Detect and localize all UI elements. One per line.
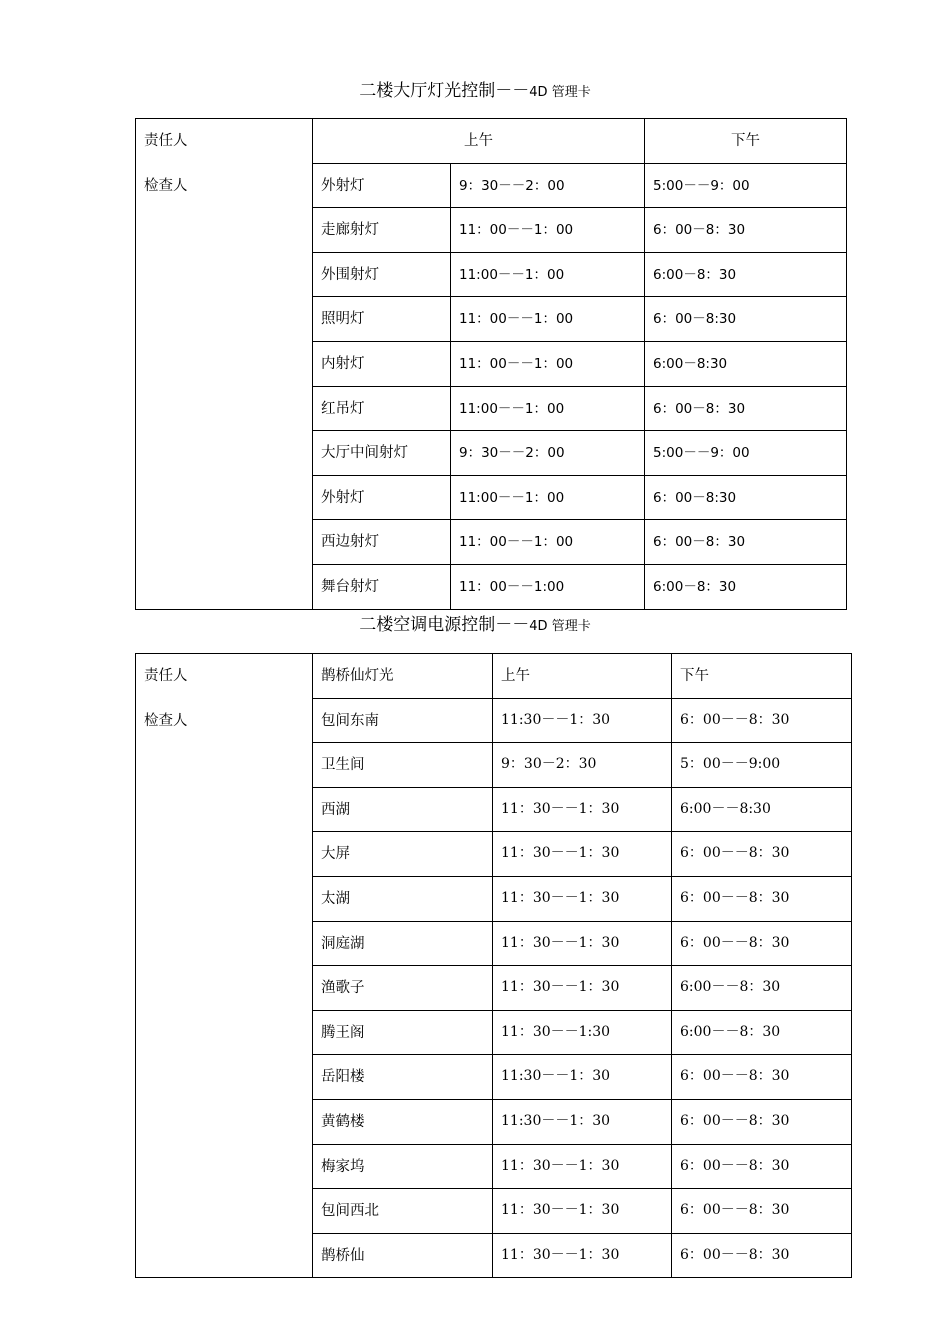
section2-title-main: 二楼空调电源控制－－ — [359, 615, 530, 635]
row-name: 岳阳楼 — [313, 1055, 493, 1100]
row-pm-time: 6：00－8：30 — [645, 520, 847, 565]
row-pm-time: 6:00－8：30 — [645, 564, 847, 609]
row-pm-time: 6：00－－8：30 — [672, 1189, 852, 1234]
ac-power-control-table — [135, 653, 852, 1278]
header-name: 鹊桥仙灯光 — [313, 654, 493, 699]
section1-title-main: 二楼大厅灯光控制－－ — [359, 81, 530, 101]
row-pm-time: 5:00－－9：00 — [645, 431, 847, 476]
row-am-time: 11：00－－1：00 — [451, 297, 645, 342]
row-pm-time: 6：00－－8：30 — [672, 1099, 852, 1144]
row-name: 腾王阁 — [313, 1010, 493, 1055]
row-name: 渔歌子 — [313, 966, 493, 1011]
lighting-control-table — [135, 118, 847, 610]
row-name: 太湖 — [313, 876, 493, 921]
row-am-time: 9：30－－2：00 — [451, 163, 645, 208]
row-am-time: 11：30－－1：30 — [493, 1233, 672, 1278]
responsible-cell — [136, 654, 313, 1278]
table-header-row — [136, 654, 852, 699]
row-am-time: 11:00－－1：00 — [451, 252, 645, 297]
row-name: 包间东南 — [313, 698, 493, 743]
responsible-label: 责任人 — [144, 668, 188, 684]
inspector-label: 检查人 — [144, 177, 188, 194]
header-am: 上午 — [493, 654, 672, 699]
row-am-time: 11：30－－1:30 — [493, 1010, 672, 1055]
row-pm-time: 6：00－－8：30 — [672, 1144, 852, 1189]
row-pm-time: 6:00－8:30 — [645, 341, 847, 386]
row-pm-time: 6：00－8:30 — [645, 475, 847, 520]
row-name: 西湖 — [313, 787, 493, 832]
row-name: 舞台射灯 — [313, 564, 451, 609]
row-name: 外射灯 — [313, 475, 451, 520]
row-pm-time: 6：00－8：30 — [645, 386, 847, 431]
responsible-label: 责任人 — [144, 133, 188, 149]
row-name: 外围射灯 — [313, 252, 451, 297]
section2-title-tail: 4D 管理卡 — [529, 619, 591, 634]
row-name: 大屏 — [313, 832, 493, 877]
row-name: 西边射灯 — [313, 520, 451, 565]
row-am-time: 11:30－－1：30 — [493, 1099, 672, 1144]
header-pm: 下午 — [672, 654, 852, 699]
row-pm-time: 6：00－－8：30 — [672, 698, 852, 743]
row-name: 红吊灯 — [313, 386, 451, 431]
row-am-time: 11:00－－1：00 — [451, 386, 645, 431]
row-pm-time: 6:00－－8：30 — [672, 1010, 852, 1055]
row-name: 黄鹤楼 — [313, 1099, 493, 1144]
row-name: 卫生间 — [313, 743, 493, 788]
row-pm-time: 5:00－－9：00 — [645, 163, 847, 208]
row-pm-time: 6：00－－8：30 — [672, 876, 852, 921]
row-name: 包间西北 — [313, 1189, 493, 1234]
row-pm-time: 6:00－－8:30 — [672, 787, 852, 832]
table-header-row — [136, 119, 847, 164]
row-name: 洞庭湖 — [313, 921, 493, 966]
row-name: 鹊桥仙 — [313, 1233, 493, 1278]
section1-title — [0, 76, 950, 101]
row-am-time: 9：30－－2：00 — [451, 431, 645, 476]
row-am-time: 11：00－－1：00 — [451, 520, 645, 565]
row-am-time: 11：30－－1：30 — [493, 876, 672, 921]
row-am-time: 11:30－－1：30 — [493, 1055, 672, 1100]
row-name: 梅家坞 — [313, 1144, 493, 1189]
row-pm-time: 5：00－－9:00 — [672, 743, 852, 788]
row-am-time: 11：30－－1：30 — [493, 1189, 672, 1234]
row-am-time: 11：00－－1:00 — [451, 564, 645, 609]
row-am-time: 11:00－－1：00 — [451, 475, 645, 520]
row-am-time: 11：30－－1：30 — [493, 787, 672, 832]
header-pm: 下午 — [645, 119, 847, 164]
header-am: 上午 — [313, 119, 645, 164]
row-name: 大厅中间射灯 — [313, 431, 451, 476]
row-am-time: 11：00－－1：00 — [451, 208, 645, 253]
row-am-time: 11：30－－1：30 — [493, 1144, 672, 1189]
section2-title — [0, 610, 950, 635]
row-pm-time: 6：00－－8：30 — [672, 921, 852, 966]
row-am-time: 11:30－－1：30 — [493, 698, 672, 743]
section1-title-tail: 4D 管理卡 — [529, 85, 591, 100]
row-am-time: 9：30－2：30 — [493, 743, 672, 788]
row-name: 外射灯 — [313, 163, 451, 208]
row-name: 走廊射灯 — [313, 208, 451, 253]
row-pm-time: 6：00－－8：30 — [672, 1233, 852, 1278]
row-am-time: 11：00－－1：00 — [451, 341, 645, 386]
row-pm-time: 6：00－8：30 — [645, 208, 847, 253]
row-name: 内射灯 — [313, 341, 451, 386]
row-pm-time: 6：00－－8：30 — [672, 1055, 852, 1100]
row-pm-time: 6：00－－8：30 — [672, 832, 852, 877]
row-pm-time: 6：00－8:30 — [645, 297, 847, 342]
responsible-cell — [136, 119, 313, 610]
row-am-time: 11：30－－1：30 — [493, 832, 672, 877]
row-pm-time: 6:00－8：30 — [645, 252, 847, 297]
row-name: 照明灯 — [313, 297, 451, 342]
row-pm-time: 6:00－－8：30 — [672, 966, 852, 1011]
inspector-label: 检查人 — [144, 712, 188, 729]
row-am-time: 11：30－－1：30 — [493, 921, 672, 966]
row-am-time: 11：30－－1：30 — [493, 966, 672, 1011]
